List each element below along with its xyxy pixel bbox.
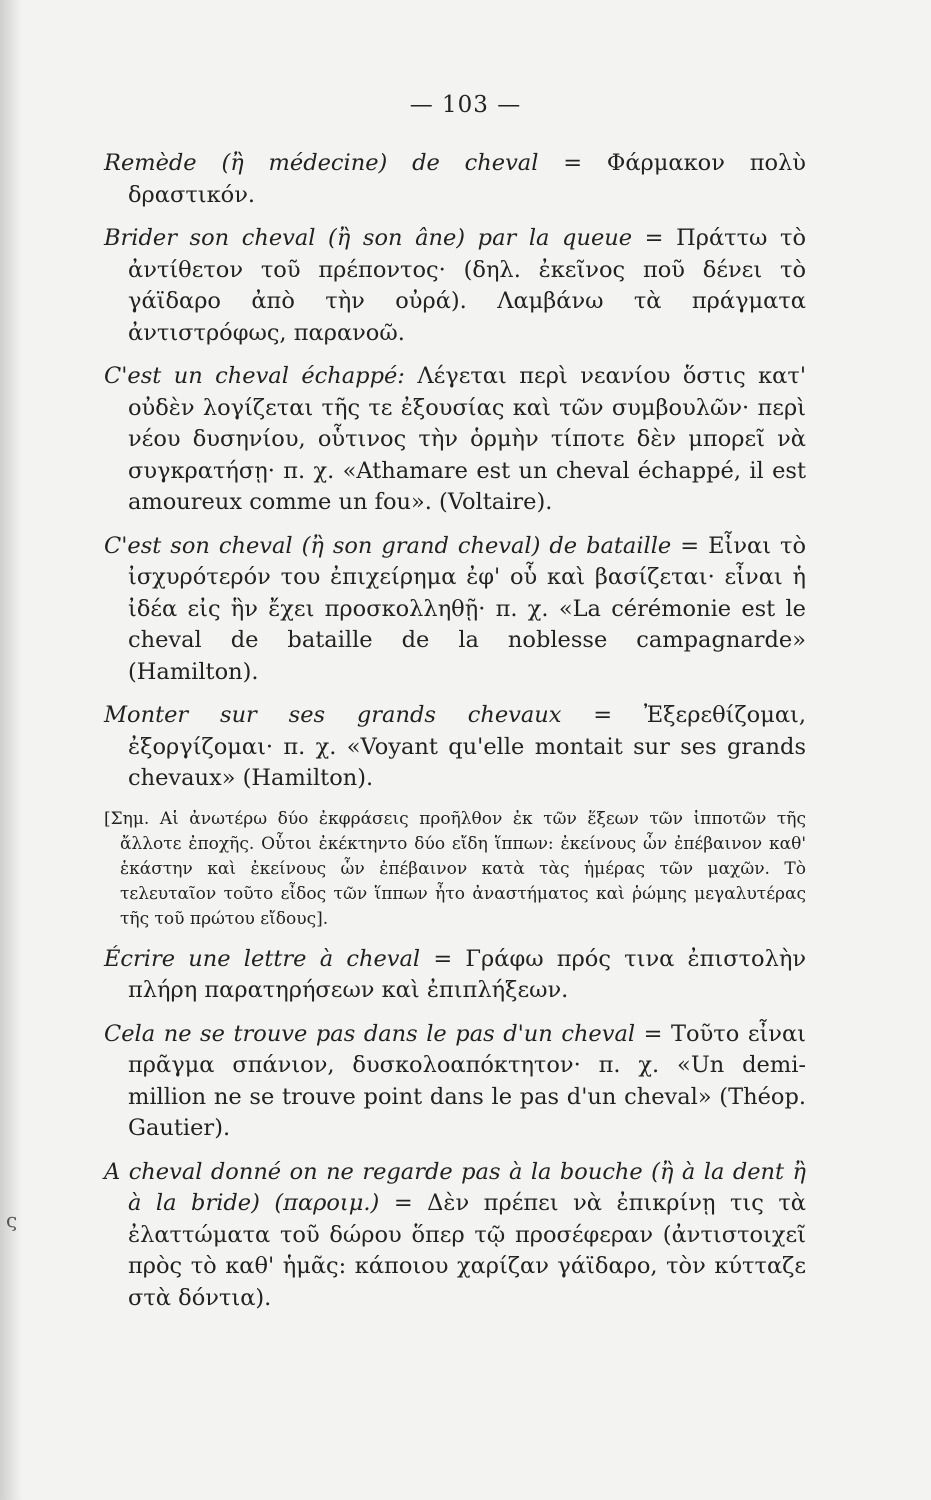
entry-french-phrase: Monter sur ses grands chevaux bbox=[104, 702, 562, 728]
page-number: — 103 — bbox=[409, 92, 522, 118]
entry-french-phrase: C'est son cheval (ἢ son grand cheval) de bataille bbox=[104, 532, 672, 559]
entry-pas-d-un-cheval bbox=[104, 1019, 806, 1145]
editorial-note: [Σημ. Αἱ ἀνωτέρω δύο ἐκφράσεις προῆλθον ἐκ τῶν ἕξεων τῶν ἱπποτῶν τῆς ἄλλοτε ἐποχῆς. Οὗτοι ἐκέκτηντο δύο εἴδη ἵππων: ἐκείνους ὧν ἐπέβαινον καθ' ἑκάστην καὶ ἐκείνους ὧν ἐπέβαινον κατὰ τὰς ἡμέρας τῶν μαχῶν. Τὸ τελευταῖον τοῦτο εἶδος τῶν ἵππων ἦτο ἀναστήματος καὶ ῥώμης μεγαλυτέρας τῆς τοῦ πρώτου εἴδους]. bbox=[104, 808, 806, 929]
dictionary-page-body bbox=[104, 148, 806, 1326]
entry-remede-de-cheval bbox=[104, 148, 806, 211]
entry-cheval-de-bataille bbox=[104, 531, 806, 689]
entry-ecrire-une-lettre-a-cheval bbox=[104, 944, 806, 1007]
entry-french-phrase: A cheval donné on ne regarde pas à la bouche (ἢ à la dent ἢ à la bride) (παροιμ.) bbox=[104, 1158, 806, 1216]
entry-greek-definition: = Πράττω τὸ ἀντίθετον τοῦ πρέποντος· (δηλ. ἐκεῖνος ποῦ δένει τὸ γάϊδαρο ἀπὸ τὴν οὐρά). Λαμβάνω τὰ πράγματα ἀντιστρόφως, παρανοῶ. bbox=[128, 225, 806, 346]
entry-french-phrase: Écrire une lettre à cheval bbox=[104, 945, 421, 972]
entry-cheval-echappe bbox=[104, 361, 806, 519]
entry-greek-definition: = Δὲν πρέπει νὰ ἐπικρίνῃ τις τὰ ἐλαττώματα τοῦ δώρου ὅπερ τῷ προσέφεραν (ἀντιστοιχεῖ πρὸς τὸ καθ' ἡμᾶς: κάποιου χαρίζαν γάϊδαρο, τὸν κύτταζε στὰ δόντια). bbox=[128, 1190, 806, 1311]
entry-a-cheval-donne bbox=[104, 1157, 806, 1315]
entry-brider-son-cheval bbox=[104, 223, 806, 349]
entry-greek-definition: Λέγεται περὶ νεανίου ὅστις κατ' οὐδὲν λογίζεται τῆς τε ἐξουσίας καὶ τῶν συμβουλῶν· περὶ νέου δυσηνίου, οὗτινος τὴν ὁρμὴν τίποτε δὲν μπορεῖ νὰ συγκρατήσῃ· π. χ. «Athamare est un cheval échappé, il est amoureux comme un fou». (Voltaire). bbox=[128, 363, 807, 515]
entry-greek-definition: = Τοῦτο εἶναι πρᾶγμα σπάνιον, δυσκολοαπόκτητον· π. χ. «Un demi-million ne se trouve point dans le pas d'un cheval» (Théop. Gautier). bbox=[128, 1020, 806, 1141]
entry-french-phrase: C'est un cheval échappé: bbox=[104, 363, 405, 389]
entry-greek-definition: = Ἐξερεθίζομαι, ἐξοργίζομαι· π. χ. «Voyant qu'elle montait sur ses grands chevaux» (Hamilton). bbox=[128, 702, 806, 791]
margin-mark: ς bbox=[6, 1208, 18, 1232]
entry-french-phrase: Brider son cheval (ἢ son âne) par la queue bbox=[104, 225, 633, 251]
entry-french-phrase: Remède (ἢ médecine) de cheval bbox=[104, 150, 539, 176]
entry-greek-definition: = Εἶναι τὸ ἰσχυρότερόν του ἐπιχείρημα ἐφ' οὗ καὶ βασίζεται· εἶναι ἡ ἰδέα εἰς ἣν ἔχει προσκολληθῇ· π. χ. «La cérémonie est le cheval de bataille de la noblesse campagnarde» (Hamilton). bbox=[128, 532, 807, 685]
entry-french-phrase: Cela ne se trouve pas dans le pas d'un cheval bbox=[104, 1020, 636, 1047]
entry-greek-definition: = Φάρμακον πολὺ δραστικόν. bbox=[128, 150, 806, 208]
entry-greek-definition: = Γράφω πρός τινα ἐπιστολὴν πλήρη παρατηρήσεων καὶ ἐπιπλήξεων. bbox=[128, 945, 806, 1003]
page-edge-shadow bbox=[0, 0, 22, 1500]
entry-monter-sur-ses-grands-chevaux bbox=[104, 700, 806, 795]
